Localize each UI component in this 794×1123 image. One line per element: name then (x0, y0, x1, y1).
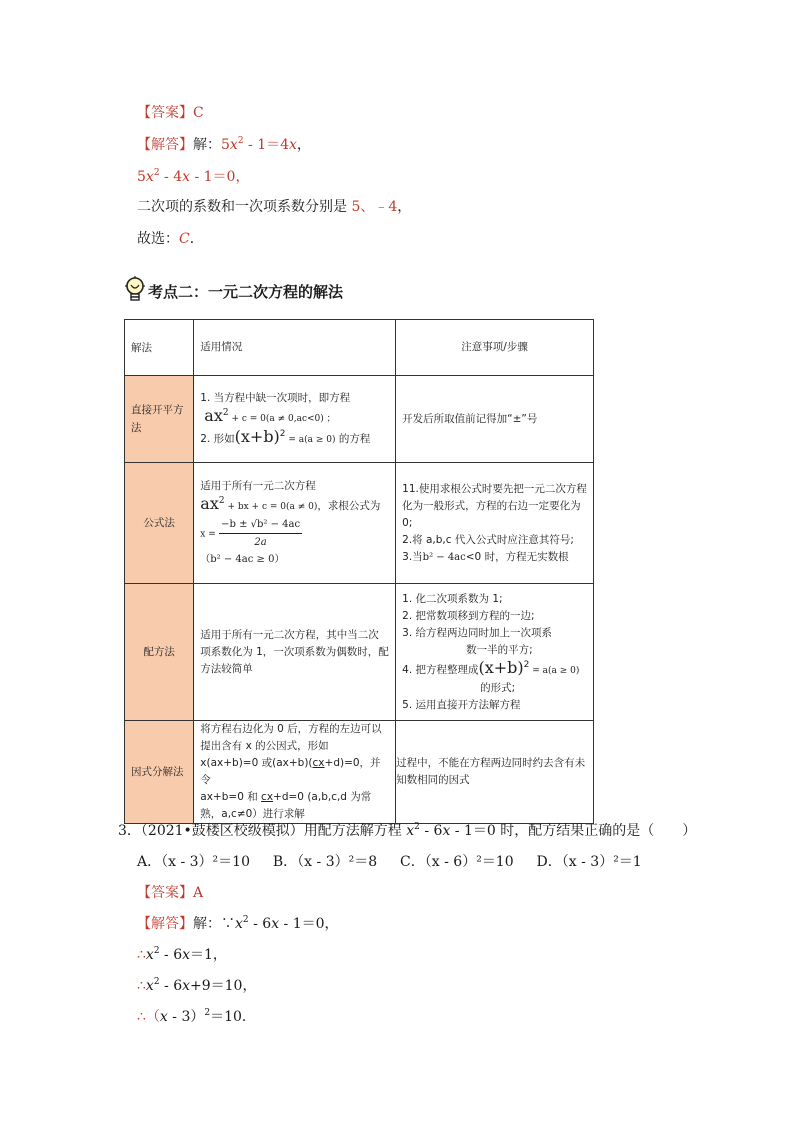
method-condition (194, 463, 396, 584)
math-text: - 6 (248, 916, 272, 932)
math-text: + c = 0(a ≠ 0,ac<0) ； (228, 413, 336, 424)
method-note: 开发后所取值前记得加“±”号 (396, 376, 594, 463)
math-exp: 2 (153, 946, 160, 956)
math-text: 5、﹣4 (351, 199, 398, 215)
math-exp: 2 (153, 168, 160, 178)
table-header-row (125, 320, 594, 376)
math-text: ax (200, 494, 219, 513)
table-row (125, 584, 594, 721)
cell-text: 3. 给方程两边同时加上一次项系 (402, 626, 552, 639)
math-exp: 2 (222, 407, 229, 418)
cell-text: +d)=0，并令 (200, 757, 381, 786)
math-var: x (145, 169, 154, 185)
answer-value: A (193, 885, 204, 901)
formula (200, 494, 318, 513)
math-text: ＝1， (190, 947, 227, 963)
punct: ， (296, 137, 311, 153)
solution-tag: 【解答】 (137, 916, 193, 932)
math-exp: 2 (279, 428, 286, 439)
math-text: = a(a ≥ 0) (285, 434, 336, 445)
option-c: C．（x - 6）²＝10 (400, 854, 514, 870)
cell-text: 的形式; (480, 681, 516, 694)
math-var: x (159, 1009, 168, 1025)
math-text: b² − 4ac (422, 551, 466, 563)
cell-text: cx (312, 757, 325, 769)
solution-line-2 (137, 946, 227, 964)
math-text: 5 (137, 169, 146, 185)
header-method: 解法 (125, 320, 194, 376)
math-exp: 2 (204, 1008, 211, 1018)
math-var: x (182, 169, 191, 185)
solution-line-3 (137, 977, 256, 995)
punct: ， (397, 199, 412, 215)
solution-line-4 (137, 1008, 256, 1026)
formula (200, 405, 336, 425)
math-var: x (289, 137, 297, 153)
question-text: - 1＝0 时，配方结果正确的是（ ） (450, 823, 697, 839)
math-text: - 3） (167, 1009, 205, 1025)
methods-table (124, 319, 594, 824)
solution-line-1 (137, 136, 311, 154)
math-var: x (406, 823, 415, 839)
math-var: x (182, 978, 191, 994)
fraction-numerator: −b ± √b² − 4ac (219, 516, 302, 534)
answer-value: C (193, 105, 204, 121)
formula: (x+b) (234, 426, 280, 446)
solution-text: 解：∵ (193, 916, 235, 932)
method-condition (194, 376, 396, 463)
math-text: 5 (221, 137, 230, 153)
math-exp: 2 (414, 822, 420, 832)
answer-line (137, 104, 204, 122)
answer-line (137, 884, 203, 902)
table-row (125, 463, 594, 584)
cell-text: ，求根公式为 (317, 500, 381, 512)
math-exp: 2 (237, 136, 244, 146)
math-text: - 6 (159, 978, 183, 994)
option-b: B．（x - 3）²＝8 (272, 854, 378, 870)
therefore-symbol: ∴ (137, 947, 146, 963)
quadratic-formula (219, 516, 302, 551)
math-var: C (179, 231, 190, 247)
table-row (125, 721, 594, 824)
math-text: - 4 (159, 169, 183, 185)
cell-text: 2.将 a,b,c 代入公式时应注意其符号; (402, 533, 574, 546)
math-var: x (229, 137, 238, 153)
solution-text: 故选： (137, 231, 179, 247)
cell-text: 将方程右边化为 0 后，方程的左边可以提出含有 x 的公因式，形如 (200, 723, 382, 752)
section-heading (124, 274, 343, 304)
cell-text: 的方程 (335, 432, 371, 445)
question-text: 3．（2021•鼓楼区校级模拟）用配方法解方程 (118, 823, 407, 839)
cell-text: 适用于所有一元二次方程 (200, 480, 316, 492)
math-text: = a(a ≥ 0) (529, 665, 580, 676)
math-text: - 1＝4 (243, 137, 290, 153)
method-name: 直接开平方法 (125, 376, 194, 463)
lightbulb-icon (124, 276, 146, 304)
cell-text: <0 时，方程无实数根 (465, 550, 569, 563)
method-condition (194, 721, 396, 824)
punct: ． (189, 231, 204, 247)
math-exp: 2 (153, 977, 160, 987)
method-name: 公式法 (125, 463, 194, 584)
section-title: 考点二：一元二次方程的解法 (148, 283, 344, 301)
math-text: +9＝10， (190, 978, 257, 994)
math-text: （b² − 4ac ≥ 0） (200, 554, 285, 565)
cell-text: ax+b=0 和 (200, 791, 262, 803)
solution-line-4 (137, 230, 204, 248)
math-text: - 1＝0， (279, 916, 339, 932)
option-a: A．（x - 3）²＝10 (137, 854, 250, 870)
math-var: x (145, 978, 154, 994)
cell-text: 5. 运用直接开方法解方程 (402, 698, 521, 711)
header-notes: 注意事项/步骤 (396, 320, 594, 376)
formula: (x+b) (478, 657, 524, 677)
solution-line-3 (137, 198, 411, 216)
cell-text: 4. 把方程整理成 (402, 663, 479, 676)
solution-line-1 (137, 915, 339, 933)
math-text: x = (200, 529, 216, 540)
math-var: x (145, 947, 154, 963)
method-note (396, 463, 594, 584)
math-exp: 2 (242, 915, 249, 925)
options-row (137, 853, 642, 871)
question-stem (118, 822, 696, 840)
math-var: x (442, 823, 451, 839)
solution-text: 解： (193, 137, 221, 153)
therefore-symbol: ∴ (137, 978, 146, 994)
option-d: D．（x - 3）²＝1 (536, 854, 642, 870)
math-text: - 6 (419, 823, 443, 839)
method-name: 因式分解法 (125, 721, 194, 824)
cell-text: 1. 当方程中缺一次项时，即方程 (200, 391, 351, 404)
therefore-symbol: ∴（ (137, 1009, 160, 1025)
math-text: - 1＝0， (190, 169, 250, 185)
math-text: - 6 (159, 947, 183, 963)
answer-tag: 【答案】 (137, 105, 193, 121)
cell-text: x(ax+b)=0 或(ax+b)( (200, 757, 313, 769)
math-exp: 2 (218, 496, 225, 506)
solution-line-2 (137, 168, 249, 186)
solution-text: 二次项的系数和一次项系数分别是 (137, 199, 352, 215)
method-note (396, 584, 594, 721)
method-condition: 适用于所有一元二次方程，其中当二次项系数化为 1，一次项系数为偶数时，配方法较简单 (194, 584, 396, 721)
math-var: x (182, 947, 191, 963)
cell-text: +d=0 (a,b,c,d 为常熟，a,c≠0）进行求解 (200, 791, 372, 820)
method-note: 过程中，不能在方程两边同时约去含有未知数相同的因式 (396, 721, 594, 824)
solution-tag: 【解答】 (137, 137, 193, 153)
table-row (125, 376, 594, 463)
method-name: 配方法 (125, 584, 194, 721)
math-exp: 2 (523, 659, 530, 670)
math-text: + bx + c = 0(a ≠ 0) (224, 502, 318, 512)
cell-text: 3.当 (402, 550, 423, 563)
answer-tag: 【答案】 (137, 885, 193, 901)
fraction-denominator: 2a (254, 537, 267, 548)
cell-text: 2. 把常数项移到方程的一边; (402, 609, 535, 622)
math-var: x (235, 916, 243, 932)
cell-text: 1. 化二次项系数为 1; (402, 592, 503, 605)
cell-text: 2. 形如 (200, 432, 235, 445)
cell-text: 11.使用求根公式时要先把一元二次方程化为一般形式，方程的右边一定要化为 0; (402, 482, 587, 529)
math-var: x (271, 916, 280, 932)
math-text: ＝10． (210, 1009, 256, 1025)
header-condition: 适用情况 (194, 320, 396, 376)
cell-text: cx (261, 791, 274, 803)
cell-text: 数一半的平方; (466, 643, 533, 656)
math-text: ax (204, 405, 223, 425)
